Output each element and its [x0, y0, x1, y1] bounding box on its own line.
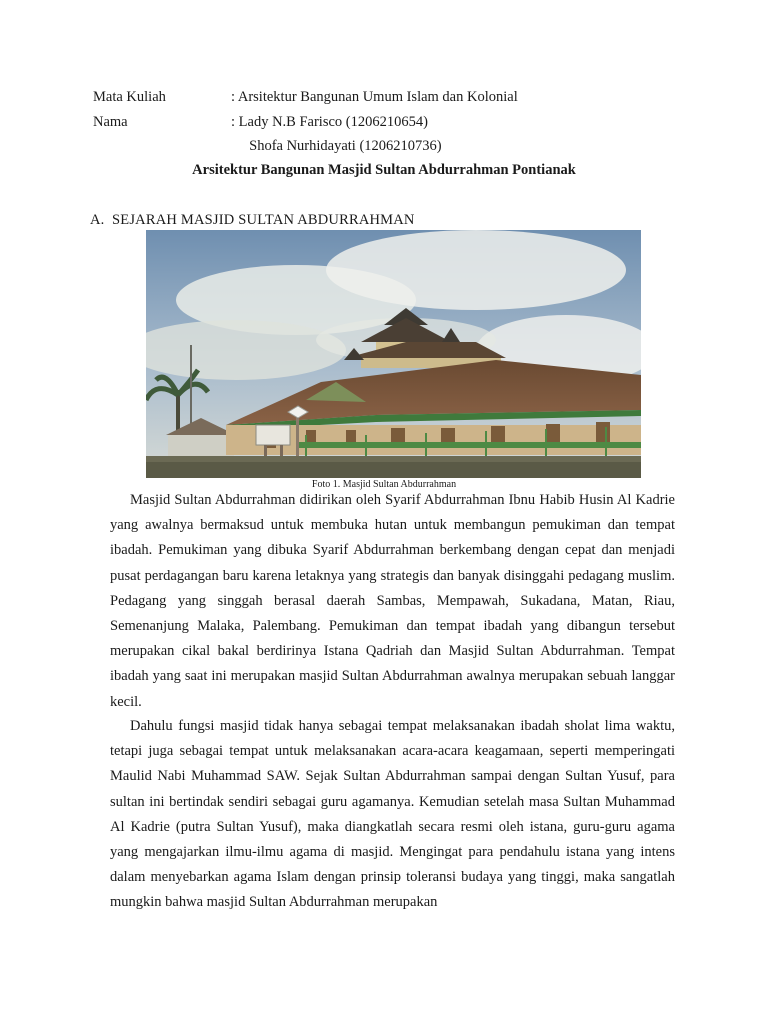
name-value-1: : Lady N.B Farisco (1206210654): [231, 114, 428, 130]
mosque-photo: [146, 230, 641, 478]
name-label: Nama: [93, 114, 128, 130]
section-heading-text: SEJARAH MASJID SULTAN ABDURRAHMAN: [112, 212, 415, 228]
photo-caption: Foto 1. Masjid Sultan Abdurrahman: [311, 479, 457, 490]
section-letter: A.: [90, 212, 105, 228]
document-title: Arsitektur Bangunan Masjid Sultan Abdurrahman Pontianak: [192, 162, 576, 178]
paragraph-2: Dahulu fungsi masjid tidak hanya sebagai tempat melaksanakan ibadah sholat lima waktu, tetapi juga sebagai tempat untuk melaksanakan acara-acara keagamaan, seperti memperingati Maulid Nabi Muhammad SAW. Sejak Sultan Abdurrahman sampai dengan Sultan Yusuf, para sultan ini bertindak sendiri sebagai guru agamanya. Kemudian setelah masa Sultan Muhammad Al Kadrie (putra Sultan Yusuf), maka diangkatlah secara resmi oleh istana, guru-guru agama yang mengajarkan ilmu-ilmu agama di masjid. Mengingat para pendahulu istana yang intens dalam menyebarkan agama Islam dengan prinsip toleransi budaya yang tinggi, maka sangatlah mungkin bahwa masjid Sultan Abdurrahman merupakan: [110, 718, 675, 911]
paragraph-1: Masjid Sultan Abdurrahman didirikan oleh Syarif Abdurrahman Ibnu Habib Husin Al Kadrie yang awalnya bermaksud untuk membuka hutan untuk membangun pemukiman dan tempat ibadah. Pemukiman yang dibuka Syarif Abdurrahman berkembang dengan cepat dan menjadi pusat perdagangan baru karena letaknya yang strategis dan banyak disinggahi pedagang muslim. Pedagang yang singgah berasal daerah Sambas, Mempawah, Sukadana, Matan, Riau, Semenanjung Malaka, Palembang. Pemukiman dan tempat ibadah yang dibangun tersebut merupakan cikal bakal berdirinya Istana Qadriah dan Masjid Sultan Abdurrahman. Tempat ibadah yang saat ini merupakan masjid Sultan Abdurrahman awalnya merupakan sebuah langgar kecil.: [110, 492, 675, 710]
section-heading: [90, 212, 415, 229]
course-value: : Arsitektur Bangunan Umum Islam dan Kolonial: [231, 89, 518, 105]
course-label: Mata Kuliah: [93, 89, 166, 105]
name-value-2: Shofa Nurhidayati (1206210736): [231, 138, 442, 154]
